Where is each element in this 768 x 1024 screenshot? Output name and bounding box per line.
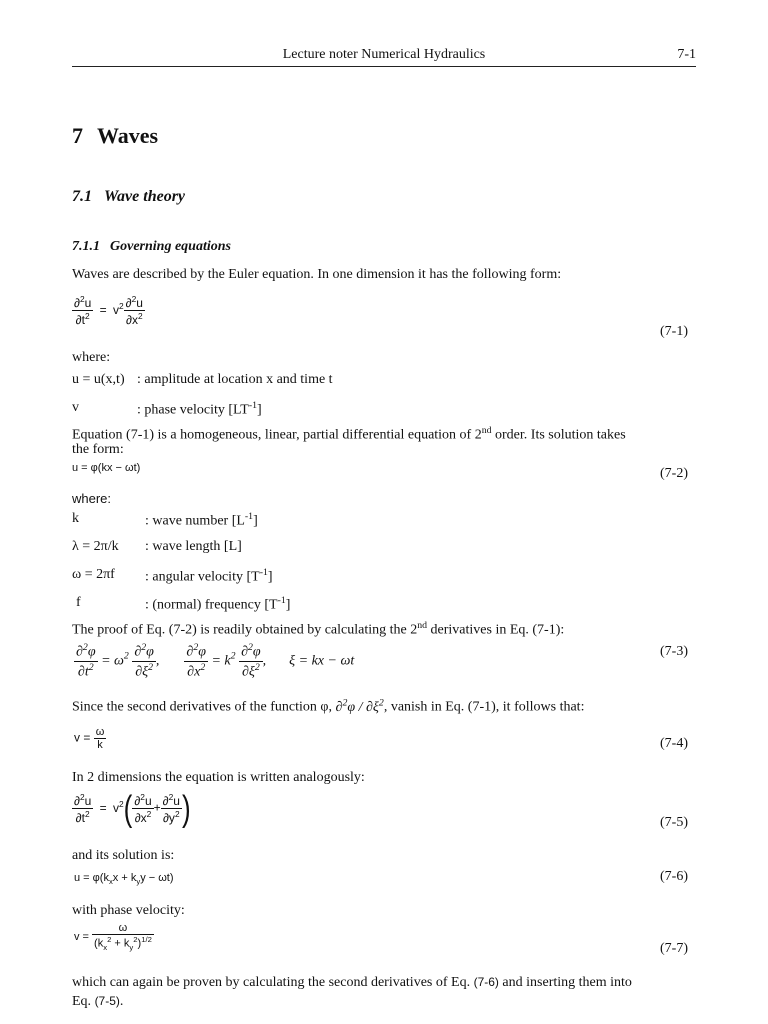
section-heading (72, 188, 185, 206)
intro-paragraph: Waves are described by the Euler equation. In one dimension it has the following form: (72, 267, 562, 282)
symbol-description: : angular velocity $[T^{-1}]$ (145, 567, 273, 585)
equation-number-7-4: (7-4) (660, 736, 688, 751)
paragraph-proof: The proof of Eq. (7-2) is readily obtained by calculating the 2nd derivatives in Eq. (7-1): (72, 620, 565, 638)
equation-7-4: v = $\frac{\omega}{k}$ (74, 726, 105, 751)
equation-number-7-1: (7-1) (660, 324, 688, 339)
header-rule (72, 66, 696, 67)
symbol-description: : wave length [L] (145, 539, 242, 554)
running-header-title: Lecture noter Numerical Hydraulics (282, 47, 486, 62)
equation-number-7-6: (7-6) (660, 869, 688, 884)
equation-number-7-5: (7-5) (660, 815, 688, 830)
paragraph-eq2-intro-line2: the form: (72, 442, 124, 457)
chapter-heading (72, 123, 158, 149)
equation-number-7-7: (7-7) (660, 941, 688, 956)
paragraph-phase-velocity: with phase velocity: (72, 903, 185, 918)
equation-number-7-2: (7-2) (660, 466, 688, 481)
paragraph-final-line1: which can again be proven by calculating the second derivatives of Eq. (7-6) and inserting them into (72, 975, 632, 990)
symbol-label: k (72, 511, 79, 526)
equation-7-3: $\frac{\partial^2\varphi}{\partial t^2}$ = $\omega^2$ $\frac{\partial^2\varphi}{\partial\xi^2}$ , $\frac{\partial^2\varphi}{\partial x^2}$ = $k^2$ $\frac{\partial^2\varphi}{\partial\xi^2}$ , ξ = kx − ωt (76, 642, 355, 680)
equation-7-5: $\frac{\partial^2u}{\partial t^2}$ = $v^2$( $\frac{\partial^2u}{\partial x^2}$ + $\frac{\partial^2u}{\partial y^2}$ ) (74, 786, 191, 829)
equation-7-6: $u = \varphi(k_xx + k_yy - \omega t)$ (74, 872, 174, 887)
symbol-label: ω = 2πf (72, 567, 115, 582)
symbol-description: : amplitude at location x and time t (137, 372, 333, 387)
subsection-heading (72, 239, 231, 255)
where-label-2: where: (72, 491, 112, 506)
running-header-page-number: 7-1 (677, 47, 696, 62)
paragraph-since: Since the second derivatives of the function φ, $\partial^2\varphi / \partial\xi^2$, vanish in Eq. (7-1), it follows that: (72, 697, 585, 715)
symbol-label: v (72, 400, 79, 415)
paragraph-eq2-intro: Equation (7-1) is a homogeneous, linear, partial differential equation of 2nd order. Its solution takes (72, 425, 626, 443)
equation-7-2: u = φ(kx − ωt) (72, 462, 141, 474)
symbol-description: : phase velocity $[LT^{-1}]$ (137, 400, 262, 418)
equation-7-1: $\frac{\partial^2u}{\partial t^2}$ = $v^2$ $\frac{\partial^2u}{\partial x^2}$ (74, 294, 143, 327)
paragraph-final-line2: Eq. (7-5). (72, 994, 124, 1009)
paragraph-2d: In 2 dimensions the equation is written analogously: (72, 770, 365, 785)
chapter-title: Waves (97, 123, 159, 148)
symbol-label: f (76, 595, 81, 610)
paragraph-solution: and its solution is: (72, 848, 175, 863)
symbol-label: u = u(x,t) (72, 372, 125, 387)
symbol-description: : (normal) frequency $[T^{-1}]$ (145, 595, 291, 613)
symbol-description: : wave number $[L^{-1}]$ (145, 511, 258, 529)
chapter-number: 7 (72, 123, 83, 148)
symbol-label: λ = 2π/k (72, 539, 119, 554)
equation-number-7-3: (7-3) (660, 644, 688, 659)
section-title: Wave theory (104, 188, 186, 205)
subsection-number: 7.1.1 (72, 239, 100, 254)
equation-7-7: v = $\frac{\omega}{(k_x^2 + k_y^2)^{1/2}}$ (74, 922, 152, 952)
subsection-title: Governing equations (110, 239, 231, 254)
section-number: 7.1 (72, 188, 92, 205)
where-label-1: where: (72, 350, 111, 365)
